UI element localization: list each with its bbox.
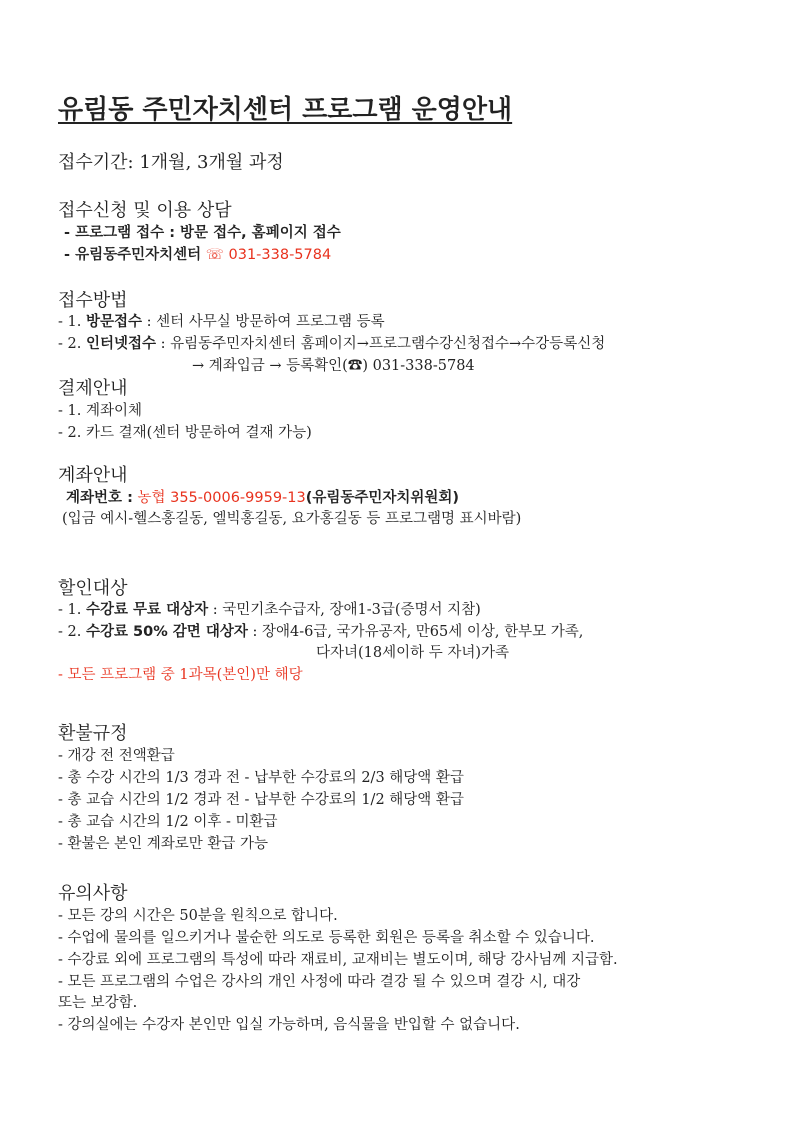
method-item-2 bbox=[58, 335, 605, 353]
notes-item: - 모든 프로그램의 수업은 강사의 개인 사정에 따라 결강 될 수 있으며 결강 시, 대강 bbox=[58, 974, 581, 990]
discount-item-2-prefix: - 2. bbox=[58, 624, 82, 640]
discount-item-2 bbox=[58, 623, 583, 641]
consult-center-label: - 유림동주민자치센터 bbox=[64, 247, 202, 263]
account-number: 농협 355-0006-9959-13 bbox=[137, 490, 306, 506]
method-item-1-text: : 센터 사무실 방문하여 프로그램 등록 bbox=[146, 314, 385, 330]
payment-item-2: - 2. 카드 결재(센터 방문하여 결재 가능) bbox=[58, 425, 312, 441]
refund-item: - 총 교습 시간의 1/2 경과 전 - 납부한 수강료의 1/2 해당액 환급 bbox=[58, 792, 464, 808]
consult-heading: 접수신청 및 이용 상담 bbox=[58, 200, 232, 221]
notes-item: - 수강료 외에 프로그램의 특성에 따라 재료비, 교재비는 별도이며, 해당 강사님께 지급함. bbox=[58, 952, 618, 968]
refund-item: - 환불은 본인 계좌로만 환급 가능 bbox=[58, 836, 269, 852]
discount-heading: 할인대상 bbox=[58, 578, 128, 599]
method-item-2-text: : 유림동주민자치센터 홈페이지→프로그램수강신청접수→수강등록신청 bbox=[160, 336, 606, 352]
method-item-2-prefix: - 2. bbox=[58, 336, 82, 352]
method-item-1 bbox=[58, 313, 385, 331]
notes-item: - 강의실에는 수강자 본인만 입실 가능하며, 음식물을 반입할 수 없습니다. bbox=[58, 1017, 520, 1033]
refund-item: - 총 수강 시간의 1/3 경과 전 - 납부한 수강료의 2/3 해당액 환급 bbox=[58, 770, 464, 786]
method-item-2-label: 인터넷접수 bbox=[85, 336, 156, 352]
notes-item: 또는 보강함. bbox=[58, 995, 138, 1011]
discount-item-2-label: 수강료 50% 감면 대상자 bbox=[85, 624, 248, 640]
notes-item: - 모든 강의 시간은 50분을 원칙으로 합니다. bbox=[58, 908, 338, 924]
discount-item-1-prefix: - 1. bbox=[58, 602, 82, 618]
consult-phone: ☏ 031-338-5784 bbox=[205, 247, 332, 263]
account-line bbox=[66, 489, 459, 507]
refund-heading: 환불규정 bbox=[58, 723, 128, 744]
method-item-1-prefix: - 1. bbox=[58, 314, 82, 330]
method-item-1-label: 방문접수 bbox=[85, 314, 142, 330]
account-note: (입금 예시-헬스홍길동, 엘빅홍길동, 요가홍길동 등 프로그램명 표시바람) bbox=[62, 511, 522, 527]
discount-item-1 bbox=[58, 601, 481, 619]
page-title: 유림동 주민자치센터 프로그램 운영안내 bbox=[58, 95, 513, 125]
method-heading: 접수방법 bbox=[58, 290, 128, 311]
refund-item: - 총 교습 시간의 1/2 이후 - 미환급 bbox=[58, 814, 278, 830]
account-holder: (유림동주민자치위원회) bbox=[305, 490, 460, 506]
refund-item: - 개강 전 전액환급 bbox=[58, 748, 175, 764]
consult-line-2 bbox=[64, 246, 331, 264]
consult-line-1: - 프로그램 접수 : 방문 접수, 홈페이지 접수 bbox=[64, 225, 341, 241]
discount-note: - 모든 프로그램 중 1과목(본인)만 해당 bbox=[58, 667, 303, 683]
payment-heading: 결제안내 bbox=[58, 378, 128, 399]
notes-heading: 유의사항 bbox=[58, 883, 128, 904]
notes-item: - 수업에 물의를 일으키거나 불순한 의도로 등록한 회원은 등록을 취소할 수 있습니다. bbox=[58, 930, 595, 946]
account-heading: 계좌안내 bbox=[58, 465, 128, 486]
discount-item-2-text: : 장애4-6급, 국가유공자, 만65세 이상, 한부모 가족, bbox=[252, 624, 584, 640]
discount-item-1-text: : 국민기초수급자, 장애1-3급(증명서 지참) bbox=[212, 602, 481, 618]
discount-item-1-label: 수강료 무료 대상자 bbox=[85, 602, 209, 618]
account-label: 계좌번호 : bbox=[66, 490, 133, 506]
period-text: 접수기간: 1개월, 3개월 과정 bbox=[58, 152, 284, 173]
payment-item-1: - 1. 계좌이체 bbox=[58, 403, 142, 419]
discount-item-2-continued: 다자녀(18세이하 두 자녀)가족 bbox=[316, 645, 510, 661]
method-item-2-continued: → 계좌입금 → 등록확인(☎) 031-338-5784 bbox=[192, 358, 475, 374]
